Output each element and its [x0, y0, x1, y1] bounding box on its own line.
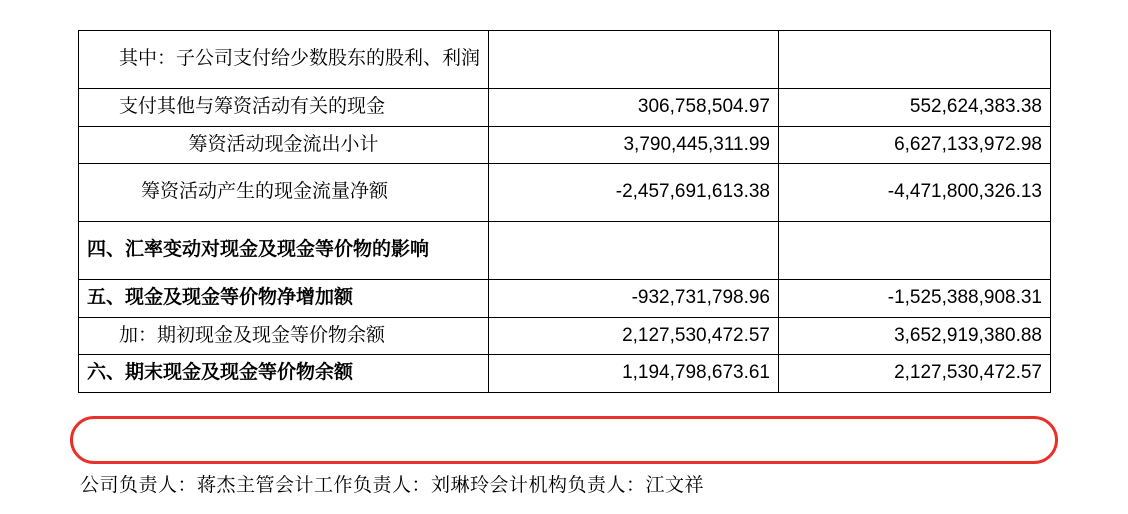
- row-value-current: 2,127,530,472.57: [489, 317, 779, 355]
- row-value-current: 1,194,798,673.61: [489, 355, 779, 393]
- table-row: [79, 317, 1051, 355]
- row-value-previous: 552,624,383.38: [779, 89, 1051, 127]
- table-row: [79, 164, 1051, 222]
- financial-table-container: [78, 30, 1050, 393]
- signature-footnote: 公司负责人：蒋杰主管会计工作负责人：刘琳玲会计机构负责人：江文祥: [80, 475, 705, 496]
- row-value-previous: 3,652,919,380.88: [779, 317, 1051, 355]
- row-label: 加：期初现金及现金等价物余额: [79, 317, 489, 355]
- row-label: 其中：子公司支付给少数股东的股利、利润: [79, 31, 489, 89]
- table-row: [79, 280, 1051, 318]
- row-label: 筹资活动现金流出小计: [79, 126, 489, 164]
- table-row: [79, 31, 1051, 89]
- row-value-current: 306,758,504.97: [489, 89, 779, 127]
- row-value-previous: -1,525,388,908.31: [779, 280, 1051, 318]
- row-value-previous: [779, 31, 1051, 89]
- row-value-previous: -4,471,800,326.13: [779, 164, 1051, 222]
- table-row: [79, 89, 1051, 127]
- table-row-highlighted: [79, 355, 1051, 393]
- row-value-current: -2,457,691,613.38: [489, 164, 779, 222]
- table-row: [79, 126, 1051, 164]
- red-highlight-annotation: [70, 416, 1058, 464]
- row-value-previous: 6,627,133,972.98: [779, 126, 1051, 164]
- table-body: [79, 31, 1051, 393]
- row-value-current: [489, 31, 779, 89]
- table-row: [79, 222, 1051, 280]
- row-value-current: 3,790,445,311.99: [489, 126, 779, 164]
- row-label: 六、期末现金及现金等价物余额: [79, 355, 489, 393]
- row-value-current: [489, 222, 779, 280]
- cash-flow-table: [78, 30, 1051, 393]
- row-value-previous: [779, 222, 1051, 280]
- row-label: 四、汇率变动对现金及现金等价物的影响: [79, 222, 489, 280]
- row-label: 筹资活动产生的现金流量净额: [79, 164, 489, 222]
- row-value-previous: 2,127,530,472.57: [779, 355, 1051, 393]
- row-label: 支付其他与筹资活动有关的现金: [79, 89, 489, 127]
- row-value-current: -932,731,798.96: [489, 280, 779, 318]
- row-label: 五、现金及现金等价物净增加额: [79, 280, 489, 318]
